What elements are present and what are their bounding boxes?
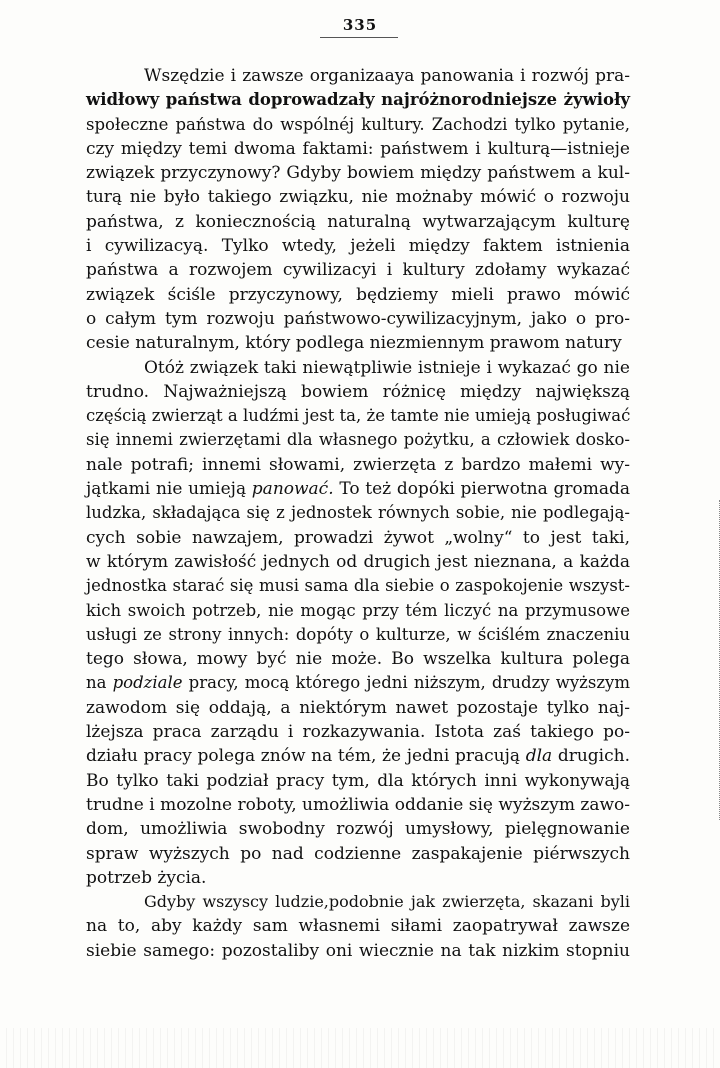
text-line: kich swoich potrzeb, nie mogąc przy tém liczyć na przymusowe — [86, 600, 630, 620]
text-line: się innemi zwierzętami dla własnego pożytku, a człowiek dosko- — [86, 430, 630, 450]
text-line: na to, aby każdy sam własnemi siłami zaopatrywał zawsze — [86, 916, 630, 937]
text-line: działu pracy polega znów na tém, że jedni pracują dla drugich. — [86, 746, 630, 767]
text-line: społeczne państwa do wspólnéj kultury. Zachodzi tylko pytanie, — [86, 114, 630, 134]
emphasis: dla — [525, 746, 553, 767]
text-line: trudne i mozolne roboty, umożliwia oddanie się wyższym zawo- — [86, 794, 630, 815]
body-text — [86, 64, 630, 963]
text-line: spraw wyższych po nad codzienne zaspakajenie piérwszych — [86, 843, 630, 864]
page-edge-shadow — [716, 500, 720, 820]
text-line: jednostka starać się musi sama dla siebie o zaspokojenie wszyst- — [86, 576, 630, 596]
text-line: Bo tylko taki podział pracy tym, dla których inni wykonywają — [86, 770, 630, 791]
text-line: cych sobie nawzajem, prowadzi żywot „wolny“ to jest taki, — [86, 527, 630, 548]
text-line: związek ściśle przyczynowy, będziemy mieli prawo mówić — [86, 284, 630, 305]
text-line: dom, umożliwia swobodny rozwój umysłowy, pielęgnowanie — [86, 819, 630, 840]
text-line: państwa a rozwojem cywilizacyi i kultury zdołamy wykazać — [86, 260, 630, 281]
text-line: w którym zawisłość jednych od drugich jest nieznana, a każda — [86, 551, 630, 572]
text-line: siebie samego: pozostaliby oni wiecznie na tak nizkim stopniu — [86, 940, 630, 961]
text-line: Gdyby wszyscy ludzie,podobnie jak zwierzęta, skazani byli — [144, 892, 630, 912]
text-line: widłowy państwa doprowadzały najróżnorodniejsze żywioły — [86, 90, 630, 110]
text-line: Otóż związek taki niewątpliwie istnieje i wykazać go nie — [144, 357, 630, 378]
text-line: nale potrafi; innemi słowami, zwierzęta z bardzo małemi wy- — [86, 454, 630, 475]
emphasis: podziale — [112, 673, 183, 693]
text-line: jątkami nie umieją panować. To też dopóki pierwotna gromada — [86, 479, 630, 500]
text-line: państwa, z koniecznością naturalną wytwarzającym kulturę — [86, 211, 630, 232]
text-line: usługi ze strony innych: dopóty o kulturze, w ściślém znaczeniu — [86, 624, 630, 644]
scan-texture — [0, 1028, 720, 1068]
text-line: turą nie było takiego związku, nie możnaby mówić o rozwoju — [86, 187, 630, 208]
text-line: trudno. Najważniejszą bowiem różnicę między największą — [86, 381, 630, 402]
text-line: zawodom się oddają, a niektórym nawet pozostaje tylko naj- — [86, 697, 630, 718]
header-rule — [320, 37, 398, 38]
text-line: lżejsza praca zarządu i rozkazywania. Istota zaś takiego po- — [86, 722, 630, 743]
text-line: na podziale pracy, mocą którego jedni niższym, drudzy wyższym — [86, 673, 630, 693]
text-line: czy między temi dwoma faktami: państwem i kulturą—istnieje — [86, 138, 630, 159]
text-line: o całym tym rozwoju państwowo-cywilizacyjnym, jako o pro- — [86, 308, 630, 329]
text-line: Wszędzie i zawsze organizaaya panowania i rozwój pra- — [144, 66, 630, 86]
page-number: 335 — [342, 16, 378, 34]
text-line: tego słowa, mowy być nie może. Bo wszelka kultura polega — [86, 649, 630, 670]
text-line: cesie naturalnym, który podlega niezmiennym prawom natury — [86, 333, 622, 354]
text-line: potrzeb życia. — [86, 867, 207, 888]
text-line: i cywilizacyą. Tylko wtedy, jeżeli między faktem istnienia — [86, 236, 630, 257]
text-line: częścią zwierząt a ludźmi jest ta, że tamte nie umieją posługiwać — [86, 406, 631, 426]
text-line: związek przyczynowy? Gdyby bowiem między państwem a kul- — [86, 163, 630, 184]
emphasis: panować. — [251, 479, 334, 500]
text-line: ludzka, składająca się z jednostek równych sobie, nie podlegają- — [86, 503, 630, 523]
